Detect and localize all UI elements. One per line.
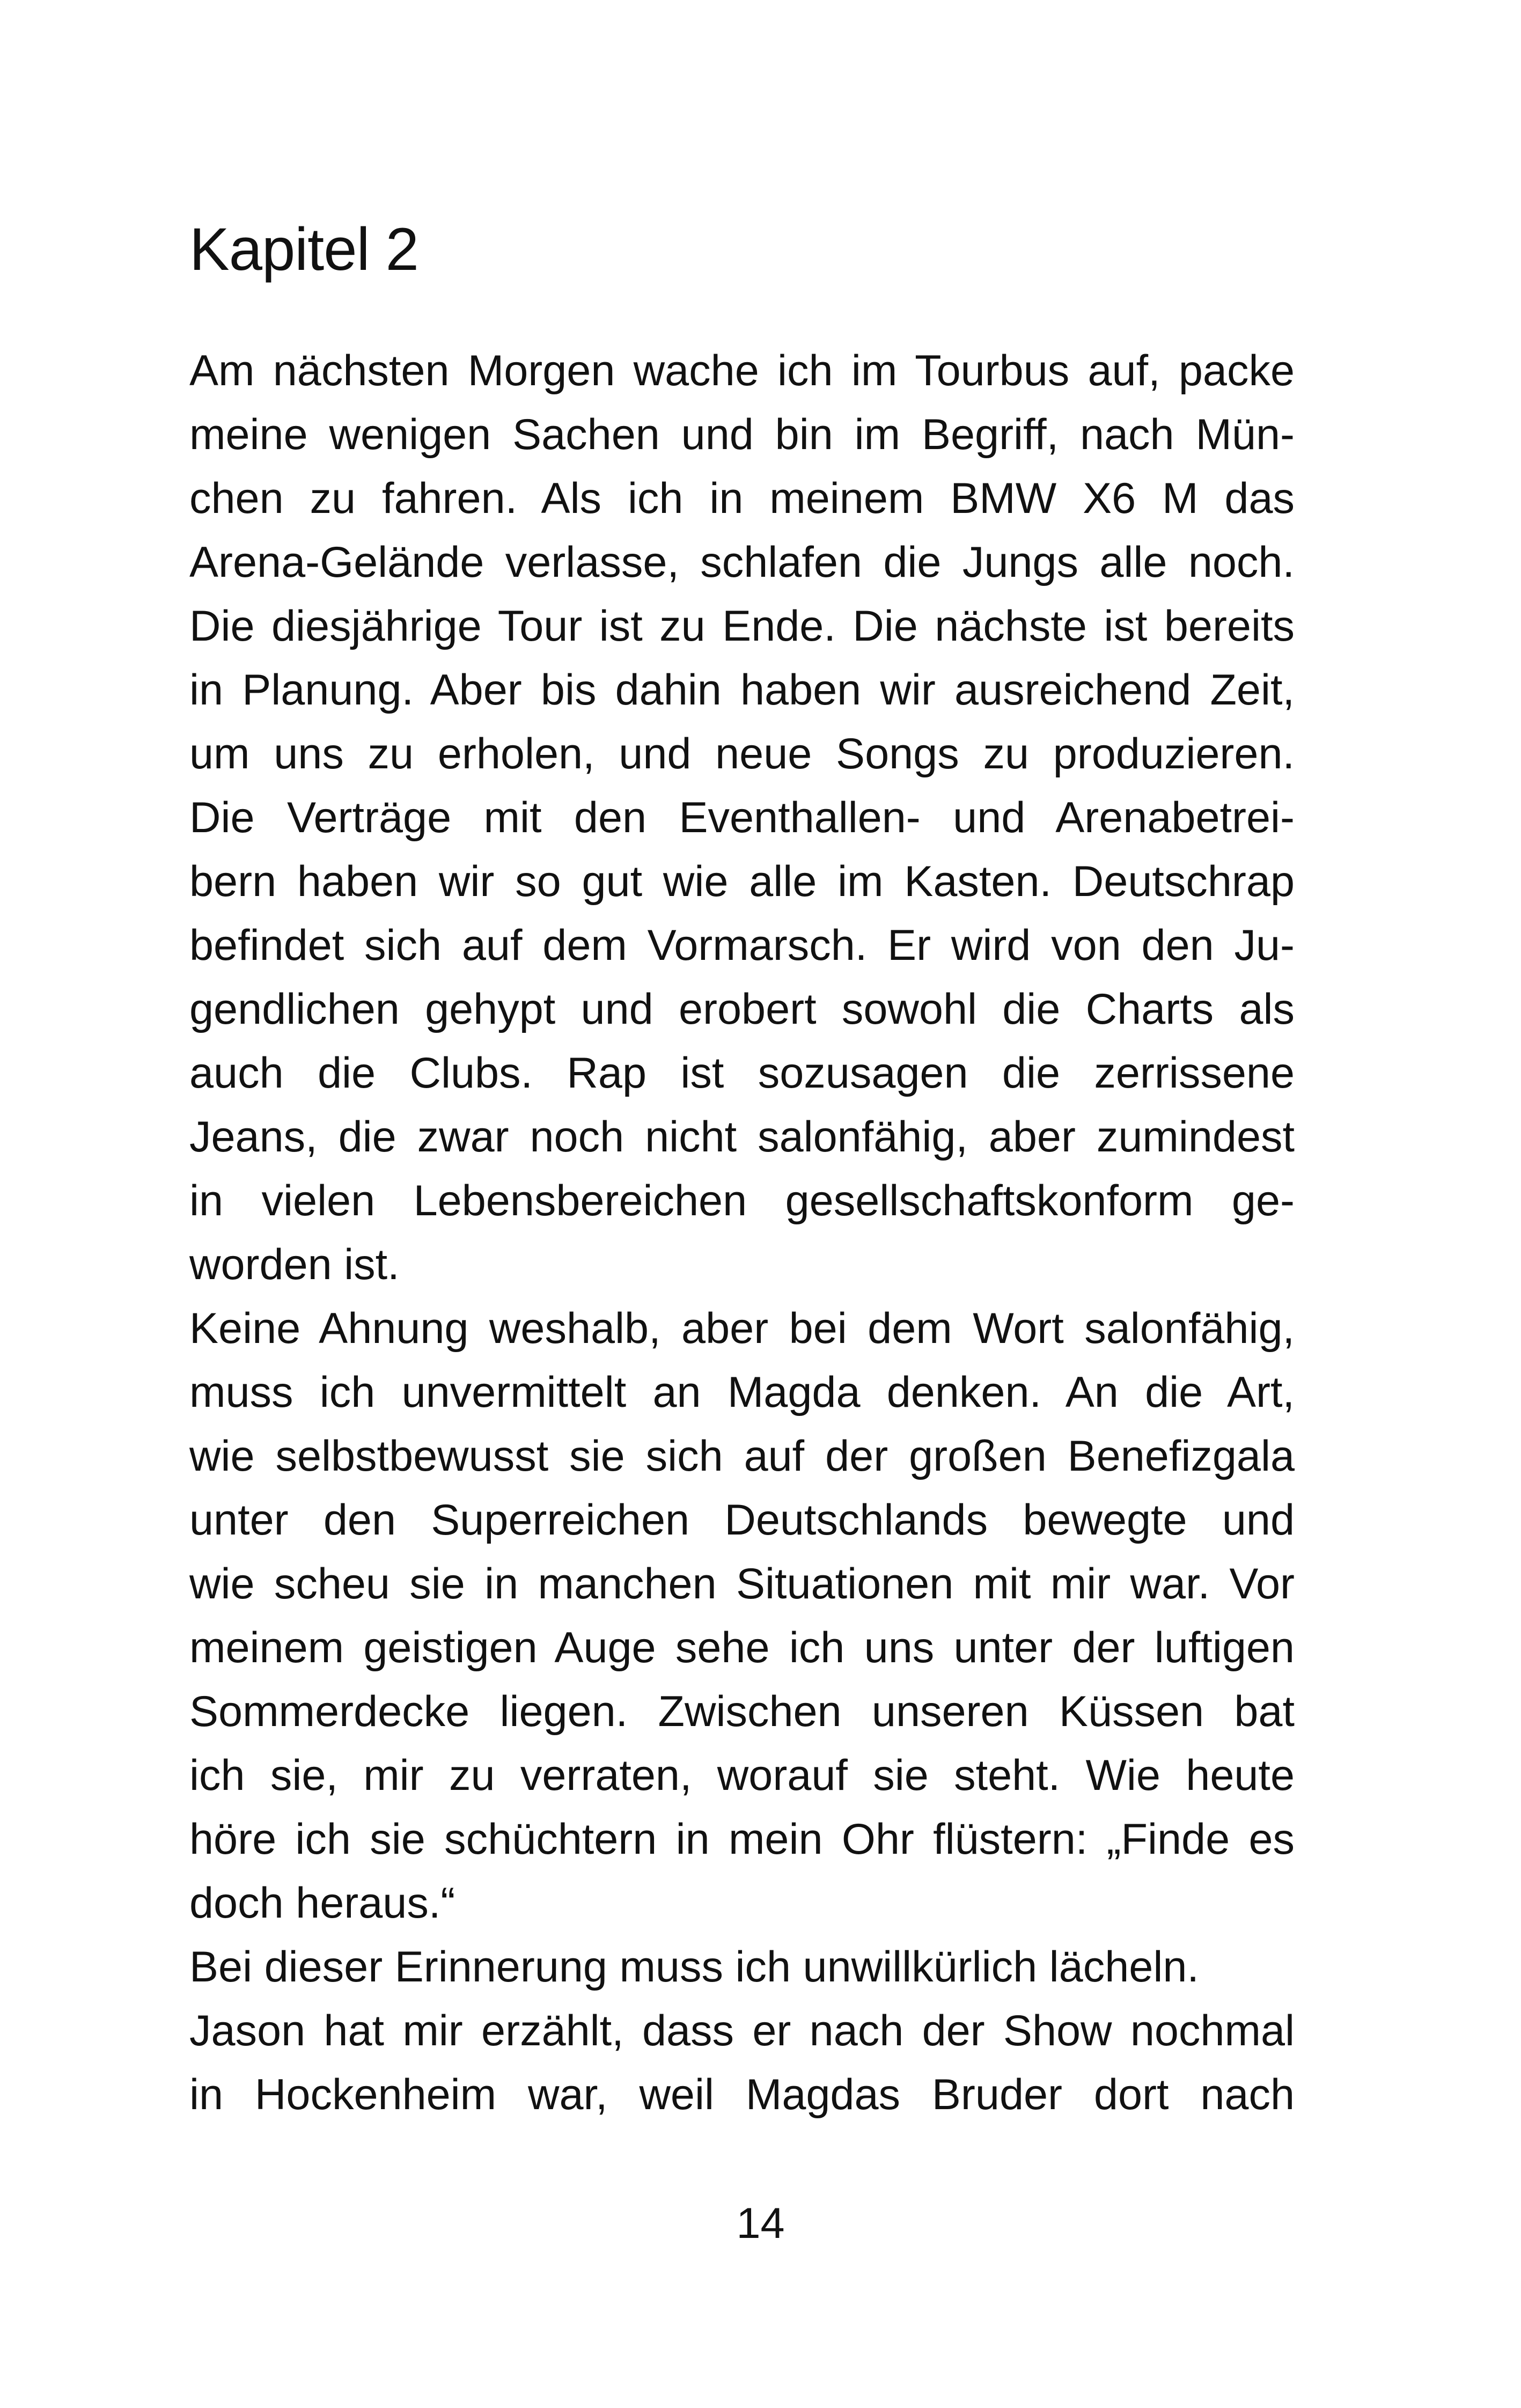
text-line: um uns zu erholen, und neue Songs zu produzieren. — [189, 730, 1295, 778]
text-line: in vielen Lebensbereichen gesellschaftskonform ge- — [189, 1177, 1295, 1225]
text-line: Am nächsten Morgen wache ich im Tourbus auf, packe — [189, 347, 1295, 395]
page-number: 14 — [736, 2199, 785, 2248]
text-line: Keine Ahnung weshalb, aber bei dem Wort salonfähig, — [189, 1304, 1295, 1353]
text-line: doch heraus.“ — [189, 1879, 455, 1927]
text-line: Die diesjährige Tour ist zu Ende. Die nächste ist bereits — [189, 602, 1295, 650]
chapter-title: Kapitel 2 — [189, 216, 418, 283]
text-line: auch die Clubs. Rap ist sozusagen die zerrissene — [189, 1049, 1295, 1097]
text-line: Die Verträge mit den Eventhallen- und Arenabetrei- — [189, 794, 1295, 842]
text-line: bern haben wir so gut wie alle im Kasten. Deutschrap — [189, 857, 1295, 906]
text-line: höre ich sie schüchtern in mein Ohr flüstern: „Finde es — [189, 1815, 1295, 1863]
text-line: Bei dieser Erinnerung muss ich unwillkürlich lächeln. — [189, 1943, 1199, 1991]
text-line: in Hockenheim war, weil Magdas Bruder dort nach — [189, 2071, 1295, 2119]
text-line: muss ich unvermittelt an Magda denken. An die Art, — [189, 1368, 1295, 1416]
text-line: Sommerdecke liegen. Zwischen unseren Küssen bat — [189, 1687, 1295, 1736]
text-line: Arena-Gelände verlasse, schlafen die Jungs alle noch. — [189, 538, 1295, 586]
text-line: gendlichen gehypt und erobert sowohl die Charts als — [189, 985, 1295, 1033]
text-line: in Planung. Aber bis dahin haben wir ausreichend Zeit, — [189, 666, 1295, 714]
text-line: meine wenigen Sachen und bin im Begriff, nach Mün- — [189, 410, 1295, 459]
text-line: chen zu fahren. Als ich in meinem BMW X6 M das — [189, 474, 1295, 523]
body-text — [189, 339, 1295, 2127]
text-line: ich sie, mir zu verraten, worauf sie steht. Wie heute — [189, 1751, 1295, 1800]
text-line: Jason hat mir erzählt, dass er nach der Show nochmal — [189, 2007, 1295, 2055]
text-line: meinem geistigen Auge sehe ich uns unter der luftigen — [189, 1624, 1295, 1672]
text-line: befindet sich auf dem Vormarsch. Er wird von den Ju- — [189, 921, 1295, 970]
text-line: wie scheu sie in manchen Situationen mit mir war. Vor — [189, 1560, 1295, 1608]
text-line: worden ist. — [189, 1240, 400, 1289]
text-line: wie selbstbewusst sie sich auf der großen Benefizgala — [189, 1432, 1295, 1480]
text-line: unter den Superreichen Deutschlands bewegte und — [189, 1496, 1295, 1544]
text-line: Jeans, die zwar noch nicht salonfähig, aber zumindest — [189, 1113, 1295, 1161]
